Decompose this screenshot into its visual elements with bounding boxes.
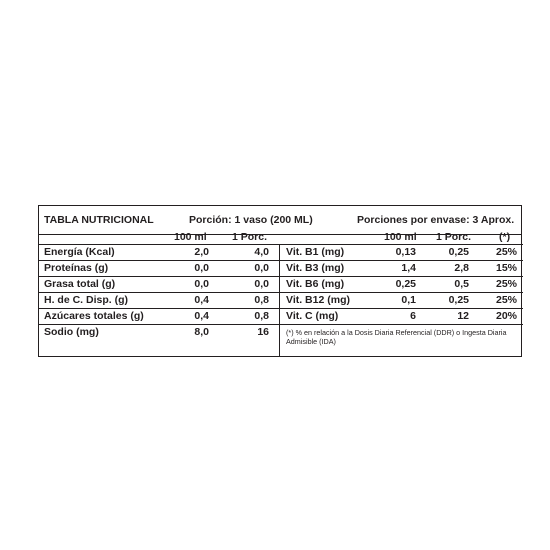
- right-row-perporc: 0,5: [454, 278, 469, 290]
- left-row-label: Azúcares totales (g): [44, 310, 144, 322]
- right-row-divider: [279, 308, 523, 309]
- left-row-per100: 8,0: [194, 326, 209, 338]
- right-row-divider: [279, 260, 523, 261]
- left-row-divider: [39, 292, 279, 293]
- right-row-label: Vit. B1 (mg): [286, 246, 345, 258]
- left-row-divider: [39, 260, 279, 261]
- servings-info: Porciones por envase: 3 Aprox.: [357, 214, 515, 226]
- right-header-pct: (*): [499, 231, 511, 243]
- left-row-perporc: 16: [257, 326, 269, 338]
- right-row-per100: 6: [410, 310, 416, 322]
- left-row-divider: [39, 276, 279, 277]
- right-row-pct: 25%: [495, 246, 517, 258]
- right-row-perporc: 0,25: [448, 294, 469, 306]
- right-header-porc: 1 Porc.: [436, 231, 472, 243]
- left-row-divider: [39, 244, 279, 245]
- left-row-per100: 0,4: [194, 310, 209, 322]
- left-row-perporc: 4,0: [254, 246, 269, 258]
- left-row-perporc: 0,8: [254, 294, 269, 306]
- right-row-per100: 0,13: [395, 246, 416, 258]
- right-row-pct: 20%: [495, 310, 517, 322]
- portion-info: Porción: 1 vaso (200 ML): [189, 214, 313, 226]
- left-row-divider: [39, 308, 279, 309]
- right-row-perporc: 0,25: [448, 246, 469, 258]
- left-row-divider: [39, 324, 279, 325]
- left-row-per100: 0,4: [194, 294, 209, 306]
- left-row-per100: 2,0: [194, 246, 209, 258]
- left-row-label: Sodio (mg): [44, 326, 99, 338]
- right-row-per100: 0,1: [401, 294, 416, 306]
- right-row-divider: [279, 244, 523, 245]
- right-row-per100: 1,4: [401, 262, 416, 274]
- footnote: (*) % en relación a la Dosis Diaria Referencial (DDR) o Ingesta Diaria Admisible (IDA): [286, 328, 507, 346]
- footnote-divider: [279, 324, 523, 325]
- table-title: TABLA NUTRICIONAL: [44, 214, 154, 226]
- left-row-perporc: 0,0: [254, 278, 269, 290]
- right-row-perporc: 12: [457, 310, 469, 322]
- left-row-label: Grasa total (g): [44, 278, 116, 290]
- right-row-pct: 15%: [495, 262, 517, 274]
- left-row-label: Proteínas (g): [44, 262, 109, 274]
- right-header-100ml: 100 ml: [384, 231, 417, 243]
- left-row-perporc: 0,0: [254, 262, 269, 274]
- right-row-label: Vit. B3 (mg): [286, 262, 345, 274]
- left-row-per100: 0,0: [194, 278, 209, 290]
- right-row-pct: 25%: [495, 294, 517, 306]
- left-row-label: Energía (Kcal): [44, 246, 115, 258]
- right-row-pct: 25%: [495, 278, 517, 290]
- left-header-porc: 1 Porc.: [232, 231, 268, 243]
- right-row-label: Vit. B6 (mg): [286, 278, 345, 290]
- right-row-divider: [279, 276, 523, 277]
- right-row-per100: 0,25: [395, 278, 416, 290]
- right-row-label: Vit. C (mg): [286, 310, 339, 322]
- left-header-100ml: 100 ml: [174, 231, 207, 243]
- left-row-perporc: 0,8: [254, 310, 269, 322]
- left-row-label: H. de C. Disp. (g): [44, 294, 128, 306]
- nutrition-table: [38, 205, 522, 357]
- right-row-divider: [279, 292, 523, 293]
- right-row-perporc: 2,8: [454, 262, 469, 274]
- left-row-per100: 0,0: [194, 262, 209, 274]
- right-row-label: Vit. B12 (mg): [286, 294, 350, 306]
